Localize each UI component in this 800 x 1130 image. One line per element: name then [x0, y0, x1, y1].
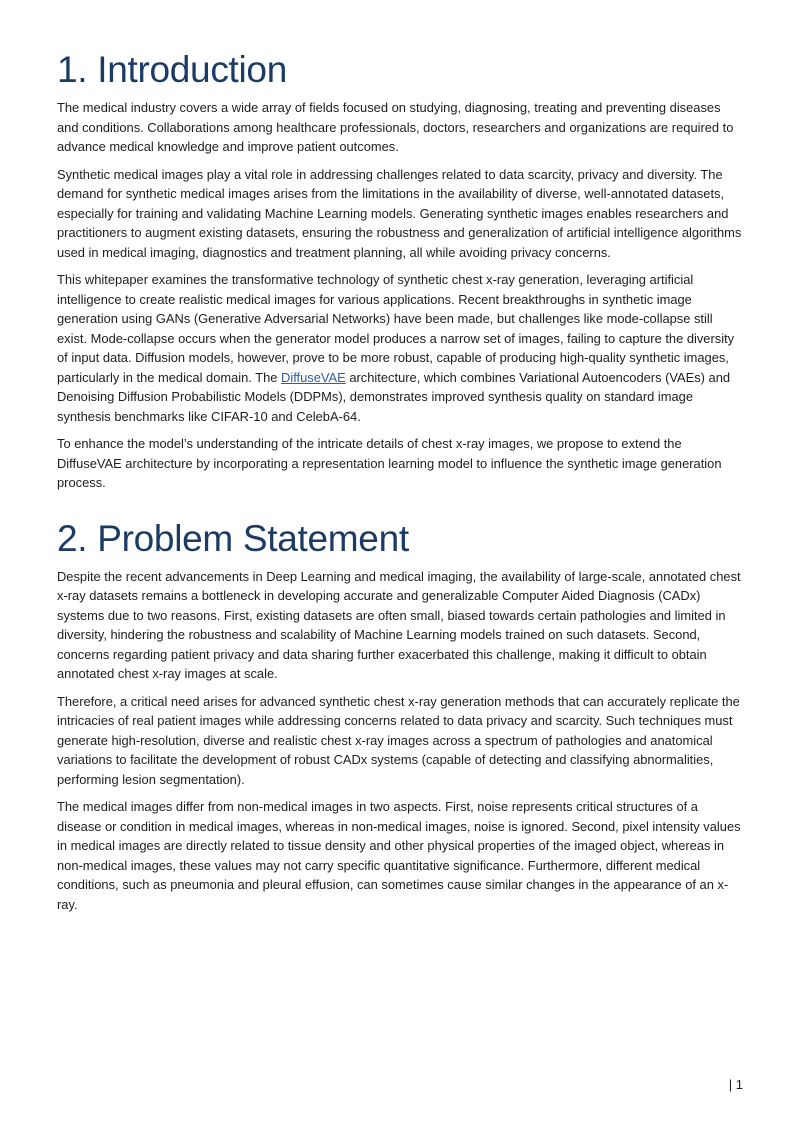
section-heading-problem-statement: 2. Problem Statement — [57, 517, 409, 559]
problem-paragraph-2: Therefore, a critical need arises for advanced synthetic chest x-ray generation methods that can accurately replicate the intricacies of real patient images while addressing concerns related to data privacy and scarcity. Such techniques must generate high-resolution, diverse and realistic chest x-ray images across a spectrum of pathologies and anatomical variations to facilitate the development of robust CADx systems (capable of detecting and classifying abnormalities, performing lesion segmentation). — [57, 693, 740, 787]
section-heading-introduction: 1. Introduction — [57, 49, 287, 90]
document-page — [57, 48, 745, 922]
intro-paragraph-2: Synthetic medical images play a vital role in addressing challenges related to data scarcity, privacy and diversity. The demand for synthetic medical images arises from the limitations in the availability of diverse, well-annotated datasets, especially for training and validating Machine Learning models. Generating synthetic images enables researchers and practitioners to augment existing datasets, ensuring the robustness and generalization of artificial intelligence algorithms used in medical imaging, diagnostics and treatment planning, all while avoiding privacy concerns. — [57, 166, 742, 260]
intro-paragraph-3 — [57, 270, 745, 426]
intro-paragraph-4: To enhance the model’s understanding of the intricate details of chest x-ray images, we propose to extend the DiffuseVAE architecture by incorporating a representation learning model to influence the synthetic image generation process. — [57, 436, 722, 490]
problem-paragraph-1: Despite the recent advancements in Deep Learning and medical imaging, the availability of large-scale, annotated chest x-ray datasets remains a bottleneck in developing accurate and generalizable Computer Aided Diagnosis (CADx) systems due to two reasons. First, existing datasets are often small, biased towards certain pathologies and limited in diversity, hindering the robustness and scalability of Machine Learning models trained on such datasets. Second, concerns regarding patient privacy and data sharing further exacerbated this challenge, making it difficult to obtain annotated chest x-ray images at scale. — [57, 568, 741, 681]
intro-paragraph-3-text-before-link: This whitepaper examines the transformative technology of synthetic chest x-ray generation, leveraging artificial intelligence to create realistic medical images for various applications. Recent breakthroughs in synthetic image generation using GANs (Generative Adversarial Networks) have been made, but challenges like mode-collapse still exist. Mode-collapse occurs when the generator model produces a narrow set of images, failing to capture the diversity of input data. Diffusion models, however, prove to be more robust, capable of producing high-quality synthetic images, particularly in the medical domain. The — [57, 272, 735, 385]
problem-paragraph-3: The medical images differ from non-medical images in two aspects. First, noise represents critical structures of a disease or condition in medical images, whereas in non-medical images, noise is ignored. Second, pixel intensity values in medical images are directly related to tissue density and other physical properties of the imaged object, whereas in non-medical images, these values may not carry specific quantitative significance. Furthermore, different medical conditions, such as pneumonia and pleural effusion, can sometimes cause similar changes in the appearance of an x-ray. — [57, 799, 741, 912]
diffusevae-link[interactable]: DiffuseVAE — [281, 369, 346, 385]
intro-paragraph-1: The medical industry covers a wide array of fields focused on studying, diagnosing, treating and preventing diseases and conditions. Collaborations among healthcare professionals, doctors, researchers and organizations are required to advance medical knowledge and improve patient outcomes. — [57, 100, 734, 154]
page-number: | 1 — [728, 1077, 743, 1092]
intro-paragraph-3-text-after-link: architecture, which combines Variational Autoencoders (VAEs) and Denoising Diffusion Probabilistic Models (DDPMs), demonstrates improved synthesis quality on standard image synthesis benchmarks like CIFAR-10 and CelebA-64. — [57, 369, 731, 424]
